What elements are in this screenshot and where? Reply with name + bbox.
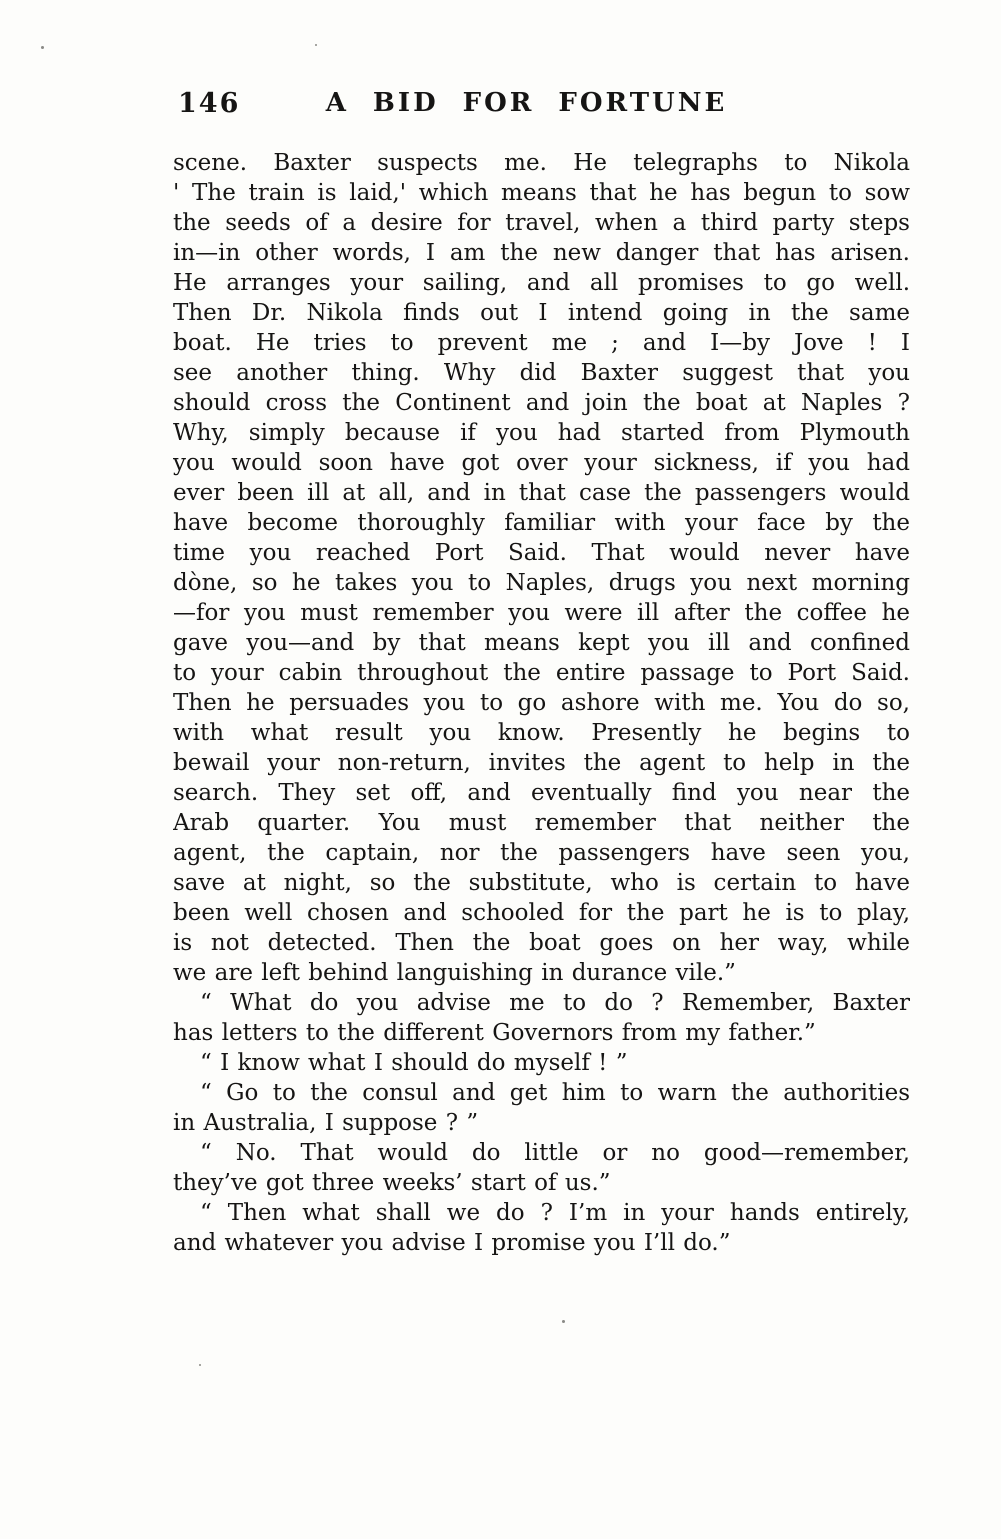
text-line: is not detected. Then the boat goes on her way, while (173, 930, 910, 956)
text-line: “ What do you advise me to do ? Remember, Baxter (200, 990, 910, 1016)
text-line: bewail your non-return, invites the agent to help in the (173, 750, 910, 776)
text-line: and whatever you advise I promise you I’ll do.” (173, 1230, 731, 1256)
text-line: He arranges your sailing, and all promises to go well. (173, 270, 910, 296)
scan-speck (41, 46, 44, 49)
text-line: gave you—and by that means kept you ill and confined (173, 630, 910, 656)
paragraph (173, 148, 910, 988)
text-line: the seeds of a desire for travel, when a third party steps (173, 210, 910, 236)
text-line: see another thing. Why did Baxter suggest that you (173, 360, 910, 386)
paragraph (173, 1198, 910, 1258)
text-line: “ Go to the consul and get him to warn the authorities (200, 1080, 910, 1106)
text-line: time you reached Port Said. That would never have (173, 540, 910, 566)
scan-speck (315, 44, 317, 46)
text-line: agent, the captain, nor the passengers have seen you, (173, 840, 910, 866)
paragraph (173, 1048, 910, 1078)
text-line: been well chosen and schooled for the part he is to play, (173, 900, 910, 926)
text-line: they’ve got three weeks’ start of us.” (173, 1170, 611, 1196)
text-line: should cross the Continent and join the boat at Naples ? (173, 390, 910, 416)
text-line: save at night, so the substitute, who is certain to have (173, 870, 910, 896)
text-line: to your cabin throughout the entire passage to Port Said. (173, 660, 910, 686)
text-line: —for you must remember you were ill after the coffee he (173, 600, 910, 626)
text-line: ever been ill at all, and in that case the passengers would (173, 480, 910, 506)
text-line: we are left behind languishing in durance vile.” (173, 960, 736, 986)
scan-speck (562, 1320, 565, 1323)
paragraph (173, 988, 910, 1048)
page-number: 146 (178, 88, 241, 119)
running-header (173, 88, 910, 122)
text-line: ' The train is laid,' which means that he has begun to sow (173, 180, 910, 206)
body-text (173, 148, 910, 1258)
text-line: dòne, so he takes you to Naples, drugs you next morning (173, 570, 910, 596)
paragraph (173, 1078, 910, 1138)
text-line: boat. He tries to prevent me ; and I—by Jove ! I (173, 330, 910, 356)
text-line: “ Then what shall we do ? I’m in your hands entirely, (200, 1200, 910, 1226)
text-line: in Australia, I suppose ? ” (173, 1110, 479, 1136)
text-line: “ No. That would do little or no good—remember, (200, 1140, 910, 1166)
text-line: Arab quarter. You must remember that neither the (173, 810, 910, 836)
text-line: Then Dr. Nikola finds out I intend going in the same (173, 300, 910, 326)
text-line: search. They set off, and eventually find you near the (173, 780, 910, 806)
text-line: has letters to the different Governors from my father.” (173, 1020, 816, 1046)
text-line: “ I know what I should do myself ! ” (200, 1050, 628, 1076)
text-line: with what result you know. Presently he begins to (173, 720, 910, 746)
text-line: in—in other words, I am the new danger that has arisen. (173, 240, 910, 266)
text-line: scene. Baxter suspects me. He telegraphs to Nikola (173, 150, 910, 176)
text-line: have become thoroughly familiar with your face by the (173, 510, 910, 536)
text-line: you would soon have got over your sickness, if you had (173, 450, 910, 476)
scan-speck (199, 1364, 201, 1366)
text-line: Why, simply because if you had started from Plymouth (173, 420, 910, 446)
running-title: A BID FOR FORTUNE (325, 88, 728, 118)
paragraph (173, 1138, 910, 1198)
text-line: Then he persuades you to go ashore with me. You do so, (173, 690, 910, 716)
